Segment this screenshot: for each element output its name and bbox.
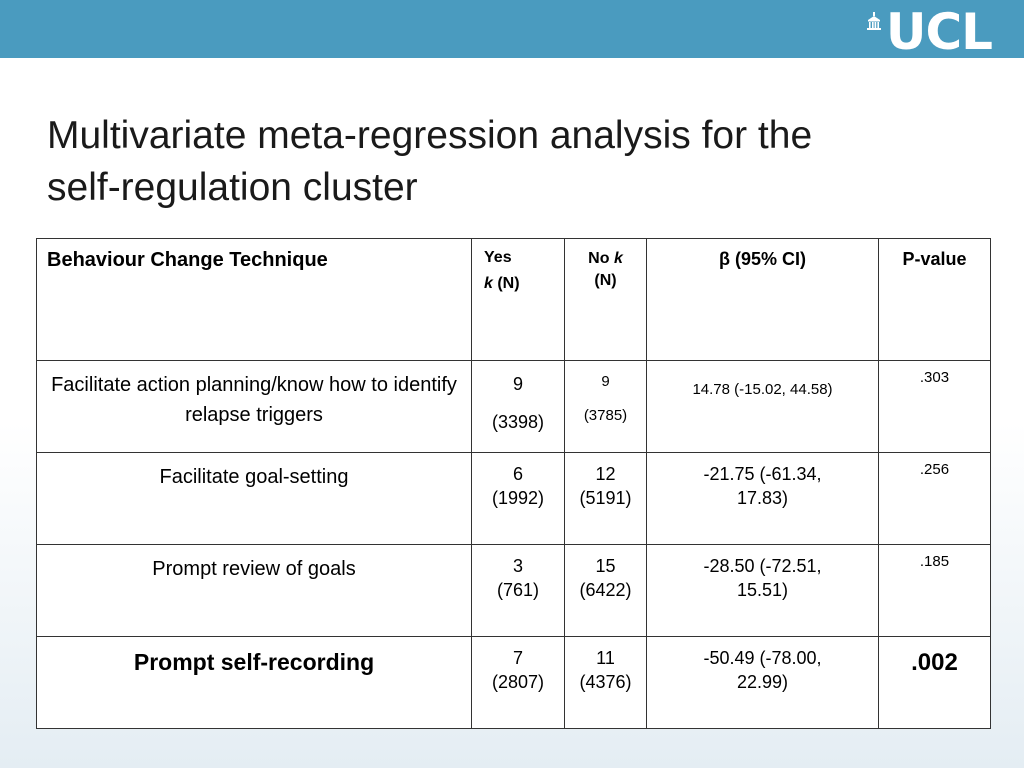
yes-n: (2807) xyxy=(491,672,545,692)
title-line-2: self-regulation cluster xyxy=(47,166,418,209)
header-yes-kn xyxy=(484,271,564,297)
table-row xyxy=(37,453,991,545)
pvalue-cell: .256 xyxy=(879,453,991,545)
table-row xyxy=(37,361,991,453)
portico-icon xyxy=(866,12,882,30)
header-no xyxy=(565,239,647,361)
meta-regression-table xyxy=(36,238,991,729)
yes-n: (761) xyxy=(496,580,540,600)
pvalue-cell: .303 xyxy=(879,361,991,453)
pvalue-cell: .002 xyxy=(879,637,991,729)
yes-k: 9 xyxy=(512,374,523,394)
beta-cell: -28.50 (-72.51, 15.51) xyxy=(647,545,879,637)
table-row xyxy=(37,545,991,637)
yes-cell xyxy=(472,637,565,729)
yes-k: 6 xyxy=(512,464,523,484)
beta-cell: 14.78 (-15.02, 44.58) xyxy=(647,361,879,453)
logo-text: UCL xyxy=(885,3,992,61)
header-no-label-line xyxy=(565,248,646,270)
yes-cell xyxy=(472,545,565,637)
no-n: (5191) xyxy=(579,488,632,508)
beta-cell: -21.75 (-61.34, 17.83) xyxy=(647,453,879,545)
header-technique: Behaviour Change Technique xyxy=(37,239,472,361)
technique-cell: Prompt review of goals xyxy=(37,545,472,637)
yes-cell xyxy=(472,361,565,453)
header-pvalue: P-value xyxy=(879,239,991,361)
no-n: (3785) xyxy=(583,407,628,424)
table-row xyxy=(37,637,991,729)
header-no-label: No xyxy=(588,250,614,267)
no-cell xyxy=(565,545,647,637)
header-no-k: k xyxy=(613,250,623,267)
yes-k: 7 xyxy=(512,648,523,668)
no-cell xyxy=(565,637,647,729)
technique-cell: Facilitate action planning/know how to identify relapse triggers xyxy=(37,361,472,453)
technique-cell: Prompt self-recording xyxy=(37,637,472,729)
no-n: (6422) xyxy=(579,580,632,600)
header-beta: β (95% CI) xyxy=(647,239,879,361)
header-no-n: (N) xyxy=(594,272,617,289)
no-cell xyxy=(565,361,647,453)
no-n: (4376) xyxy=(579,672,632,692)
beta-cell: -50.49 (-78.00, 22.99) xyxy=(647,637,879,729)
title-line-1: Multivariate meta-regression analysis for the xyxy=(47,114,813,157)
slide-title xyxy=(47,110,947,214)
header-yes-k: k xyxy=(484,275,493,292)
table-header-row xyxy=(37,239,991,361)
ucl-logo xyxy=(866,3,992,61)
header-bar xyxy=(0,0,1024,61)
yes-k: 3 xyxy=(512,556,523,576)
no-k: 15 xyxy=(595,556,616,576)
yes-n: (3398) xyxy=(491,412,545,432)
no-k: 9 xyxy=(601,373,610,390)
header-yes-label: Yes xyxy=(484,249,512,266)
no-k: 12 xyxy=(595,464,616,484)
yes-n: (1992) xyxy=(491,488,545,508)
header-yes xyxy=(472,239,565,361)
pvalue-cell: .185 xyxy=(879,545,991,637)
technique-cell: Facilitate goal-setting xyxy=(37,453,472,545)
header-yes-n: (N) xyxy=(492,275,520,292)
yes-cell xyxy=(472,453,565,545)
no-k: 11 xyxy=(596,648,615,668)
no-cell xyxy=(565,453,647,545)
